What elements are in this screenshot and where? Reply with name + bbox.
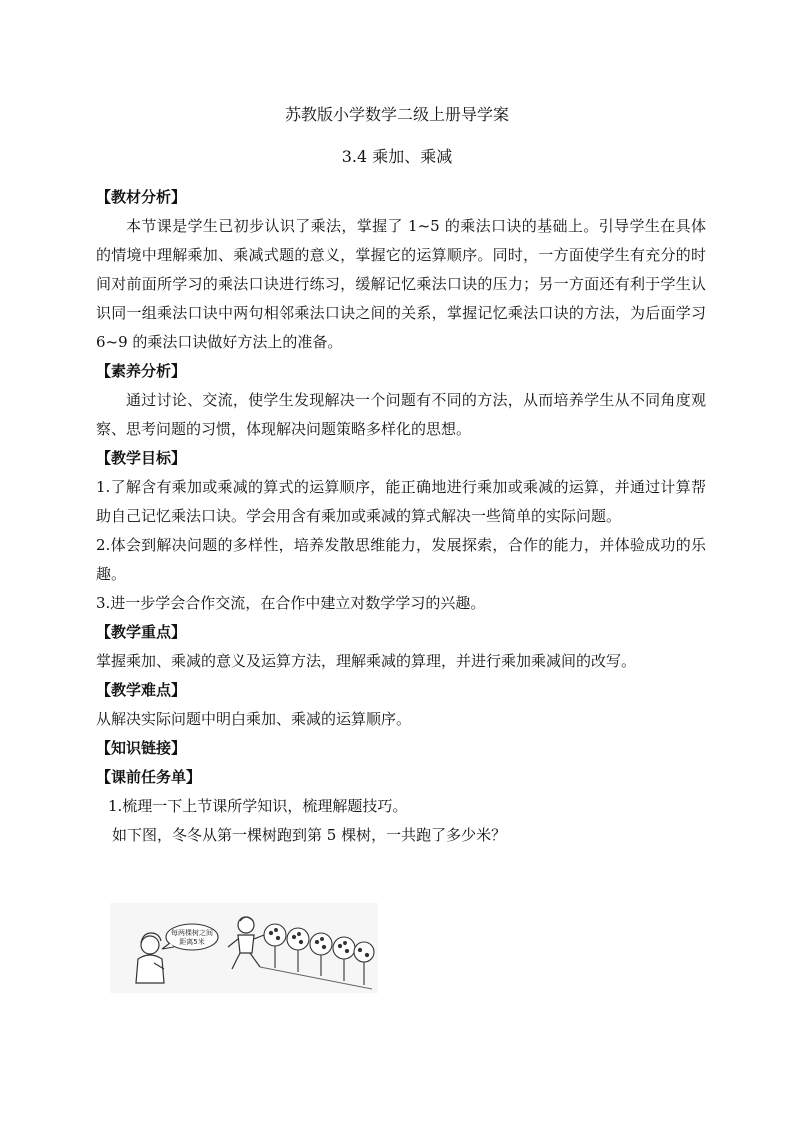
speech-bubble	[162, 924, 218, 950]
tree-icon	[354, 942, 374, 985]
tree-icon	[287, 928, 309, 972]
goal-line: 2.体会到解决问题的多样性，培养发散思维能力，发展探索，合作的能力，并体验成功	[96, 536, 676, 554]
jiaocai-line: 利于学生认识同一组乘法口诀中两句相邻乘法口诀之间的关系，掌握记忆乘法口诀的方	[96, 275, 706, 322]
paragraph-jiaocai	[96, 212, 706, 357]
teacher-figure	[136, 933, 164, 983]
goal-line: 的乐趣。	[96, 536, 706, 583]
speech-line-1: 每两棵树之间	[171, 929, 213, 937]
paragraph-suyang	[96, 386, 706, 444]
trees-row	[260, 924, 374, 989]
jiaocai-line: 本节课是学生已初步认识了乘法，掌握了 1~5 的乘法口诀的基础上。引导学生在具	[126, 217, 691, 235]
jiaocai-line: 分的时间对前面所学习的乘法口诀进行练习，缓解记忆乘法口诀的压力；另一方面还有	[96, 246, 706, 293]
paragraph-zhongdian: 掌握乘加、乘减的意义及运算方法，理解乘减的算理，并进行乘加乘减间的改写。	[96, 652, 637, 670]
paragraph-nandian: 从解决实际问题中明白乘加、乘减的运算顺序。	[96, 710, 412, 728]
speech-line-2: 距离5米	[179, 938, 205, 946]
tree-running-illustration	[110, 903, 378, 993]
heading-jiaocai: 【教材分析】	[96, 188, 187, 206]
goal-item-2	[96, 531, 706, 589]
heading-nandian: 【教学难点】	[96, 681, 187, 699]
jiaocai-line: 法，为后面学习 6~9 的乘法口诀做好方法上的准备。	[96, 304, 706, 351]
heading-mubiao: 【教学目标】	[96, 449, 187, 467]
heading-lianjie: 【知识链接】	[96, 739, 187, 757]
goal-item-3	[96, 589, 706, 618]
tree-icon	[333, 937, 355, 981]
jiaocai-line: 体的情境中理解乘加、乘减式题的意义，掌握它的运算顺序。同时，一方面使学生有充	[96, 217, 706, 264]
illustration-svg	[110, 903, 378, 993]
goal-line: 3.进一步学会合作交流，在合作中建立对数学学习的兴趣。	[96, 594, 486, 612]
document-title: 苏教版小学数学二级上册导学案	[284, 105, 509, 124]
heading-zhongdian: 【教学重点】	[96, 623, 187, 641]
heading-renwu: 【课前任务单】	[96, 768, 202, 786]
tree-icon	[310, 933, 332, 976]
running-boy-figure	[228, 917, 264, 969]
task-question: 如下图，冬冬从第一棵树跑到第 5 棵树，一共跑了多少米？	[112, 826, 507, 844]
goal-line: 算帮助自己记忆乘法口诀。学会用含有乘加或乘减的算式解决一些简单的实际问题。	[96, 478, 706, 525]
goal-line: 1.了解含有乘加或乘减的算式的运算顺序，能正确地进行乘加或乘减的运算，并通过计	[96, 478, 676, 496]
goal-item-1	[96, 473, 706, 531]
task-item-1: 1.梳理一下上节课所学知识，梳理解题技巧。	[108, 797, 408, 815]
heading-suyang: 【素养分析】	[96, 362, 187, 380]
document-body	[96, 183, 706, 850]
lesson-subtitle: 3.4 乘加、乘减	[341, 147, 453, 166]
tree-icon	[264, 924, 286, 968]
suyang-line: 通过讨论、交流，使学生发现解决一个问题有不同的方法，从而培养学生从不同角	[126, 391, 676, 409]
suyang-line: 度观察、思考问题的习惯，体现解决问题策略多样化的思想。	[96, 391, 706, 438]
